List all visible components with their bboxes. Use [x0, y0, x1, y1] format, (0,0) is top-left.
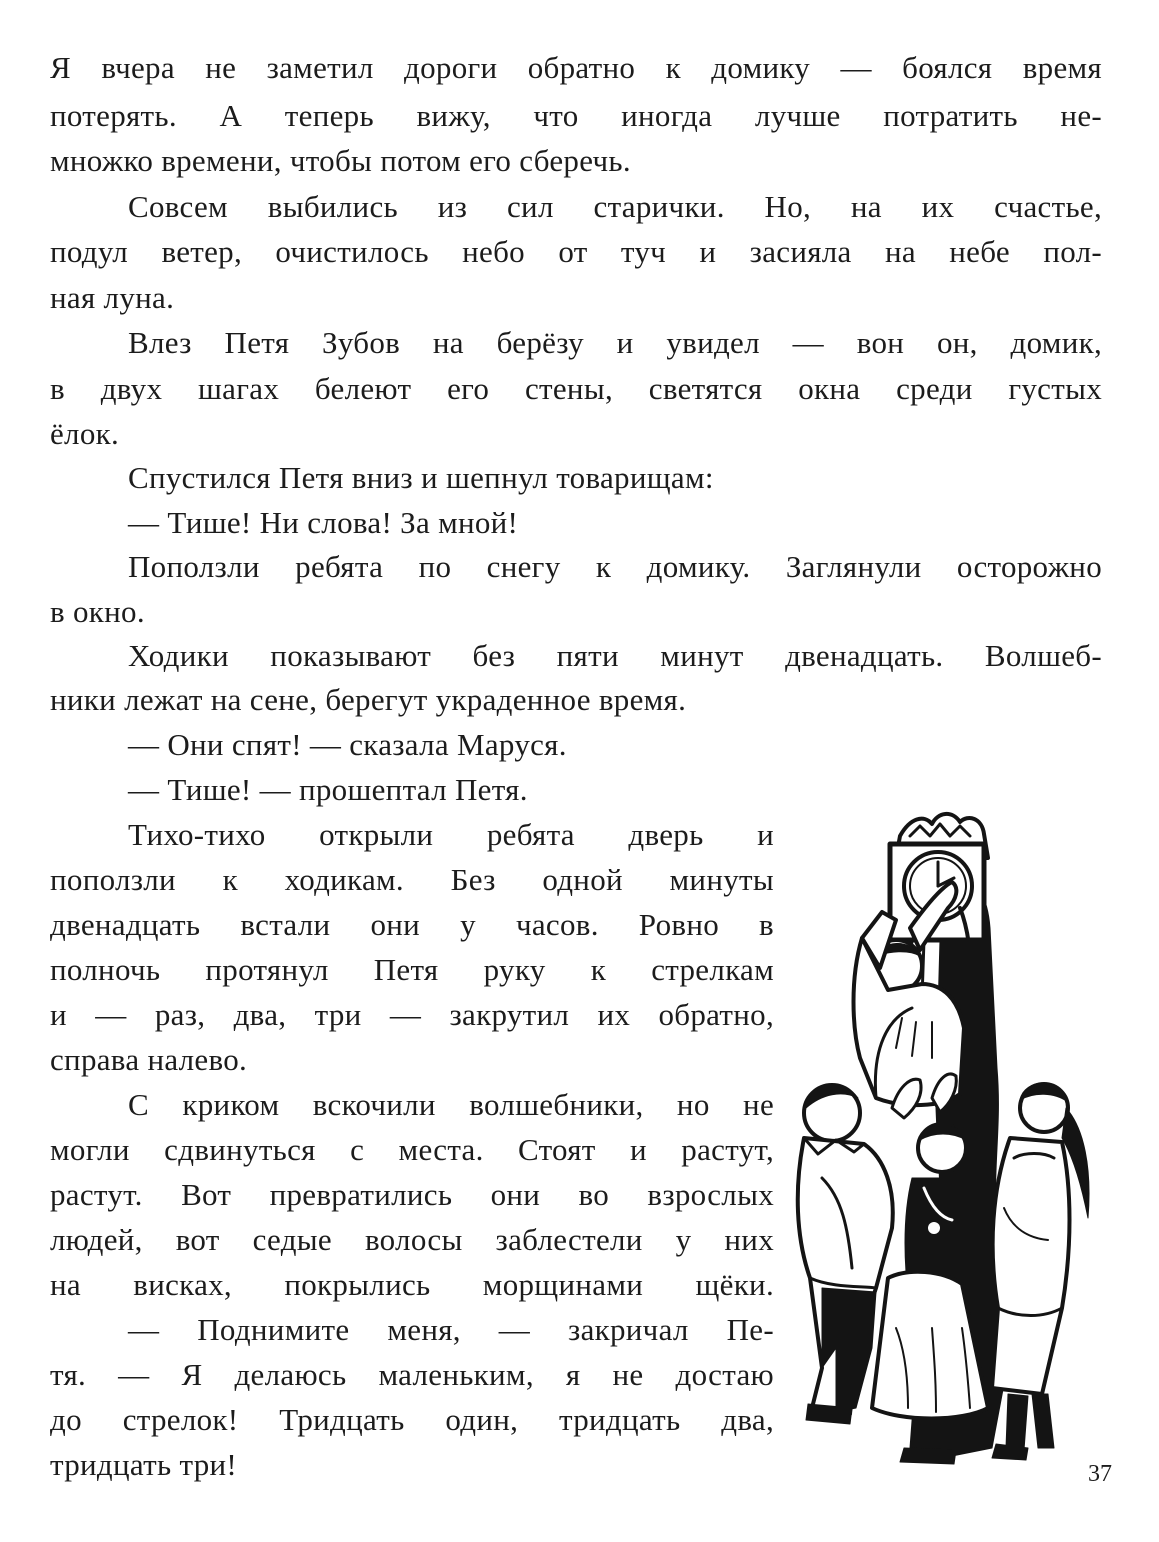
text-line: двенадцать встали они у часов. Ровно в: [50, 907, 774, 942]
text-line: в двух шагах белеют его стены, светятся окна среди густых: [50, 371, 1102, 406]
text-line: Тихо-тихо открыли ребята дверь и: [128, 817, 774, 852]
text-line: ёлок.: [50, 416, 120, 451]
text-line: тридцать три!: [50, 1447, 238, 1482]
text-line: поползли к ходикам. Без одной минуты: [50, 862, 774, 897]
text-line: — Тише! Ни слова! За мной!: [128, 505, 519, 540]
text-line: на висках, покрылись морщинами щёки.: [50, 1267, 774, 1302]
text-line: и — раз, два, три — закрутил их обратно,: [50, 997, 774, 1032]
text-line: людей, вот седые волосы заблестели у них: [50, 1222, 774, 1257]
text-line: — Поднимите меня, — закричал Пе-: [128, 1312, 774, 1347]
text-line: Спустился Петя вниз и шепнул товарищам:: [128, 460, 714, 495]
text-line: Я вчера не заметил дороги обратно к домику — боялся время: [50, 50, 1102, 85]
text-line: Совсем выбились из сил старички. Но, на их счастье,: [128, 189, 1102, 224]
text-line: справа налево.: [50, 1042, 248, 1077]
text-line: растут. Вот превратились они во взрослых: [50, 1177, 774, 1212]
text-line: множко времени, чтобы потом его сберечь.: [50, 143, 631, 178]
text-line: потерять. А теперь вижу, что иногда лучше потратить не-: [50, 98, 1102, 133]
text-line: Влез Петя Зубов на берёзу и увидел — вон он, домик,: [128, 325, 1102, 360]
text-line: — Тише! — прошептал Петя.: [128, 772, 528, 807]
children-at-clock-illustration: [792, 808, 1112, 1480]
text-line: Ходики показывают без пяти минут двенадцать. Волшеб-: [128, 638, 1102, 673]
text-line: ная луна.: [50, 280, 175, 315]
text-line: могли сдвинуться с места. Стоят и растут,: [50, 1132, 774, 1167]
text-line: ники лежат на сене, берегут украденное время.: [50, 682, 687, 717]
page-number: 37: [1088, 1461, 1112, 1487]
text-line: до стрелок! Тридцать один, тридцать два,: [50, 1402, 774, 1437]
text-line: — Они спят! — сказала Маруся.: [128, 727, 567, 762]
text-line: тя. — Я делаюсь маленьким, я не достаю: [50, 1357, 774, 1392]
text-line: С криком вскочили волшебники, но не: [128, 1087, 774, 1122]
text-line: полночь протянул Петя руку к стрелкам: [50, 952, 774, 987]
text-line: в окно.: [50, 594, 145, 629]
text-line: подул ветер, очистилось небо от туч и засияла на небе пол-: [50, 234, 1102, 269]
text-line: Поползли ребята по снегу к домику. Заглянули осторожно: [128, 549, 1102, 584]
